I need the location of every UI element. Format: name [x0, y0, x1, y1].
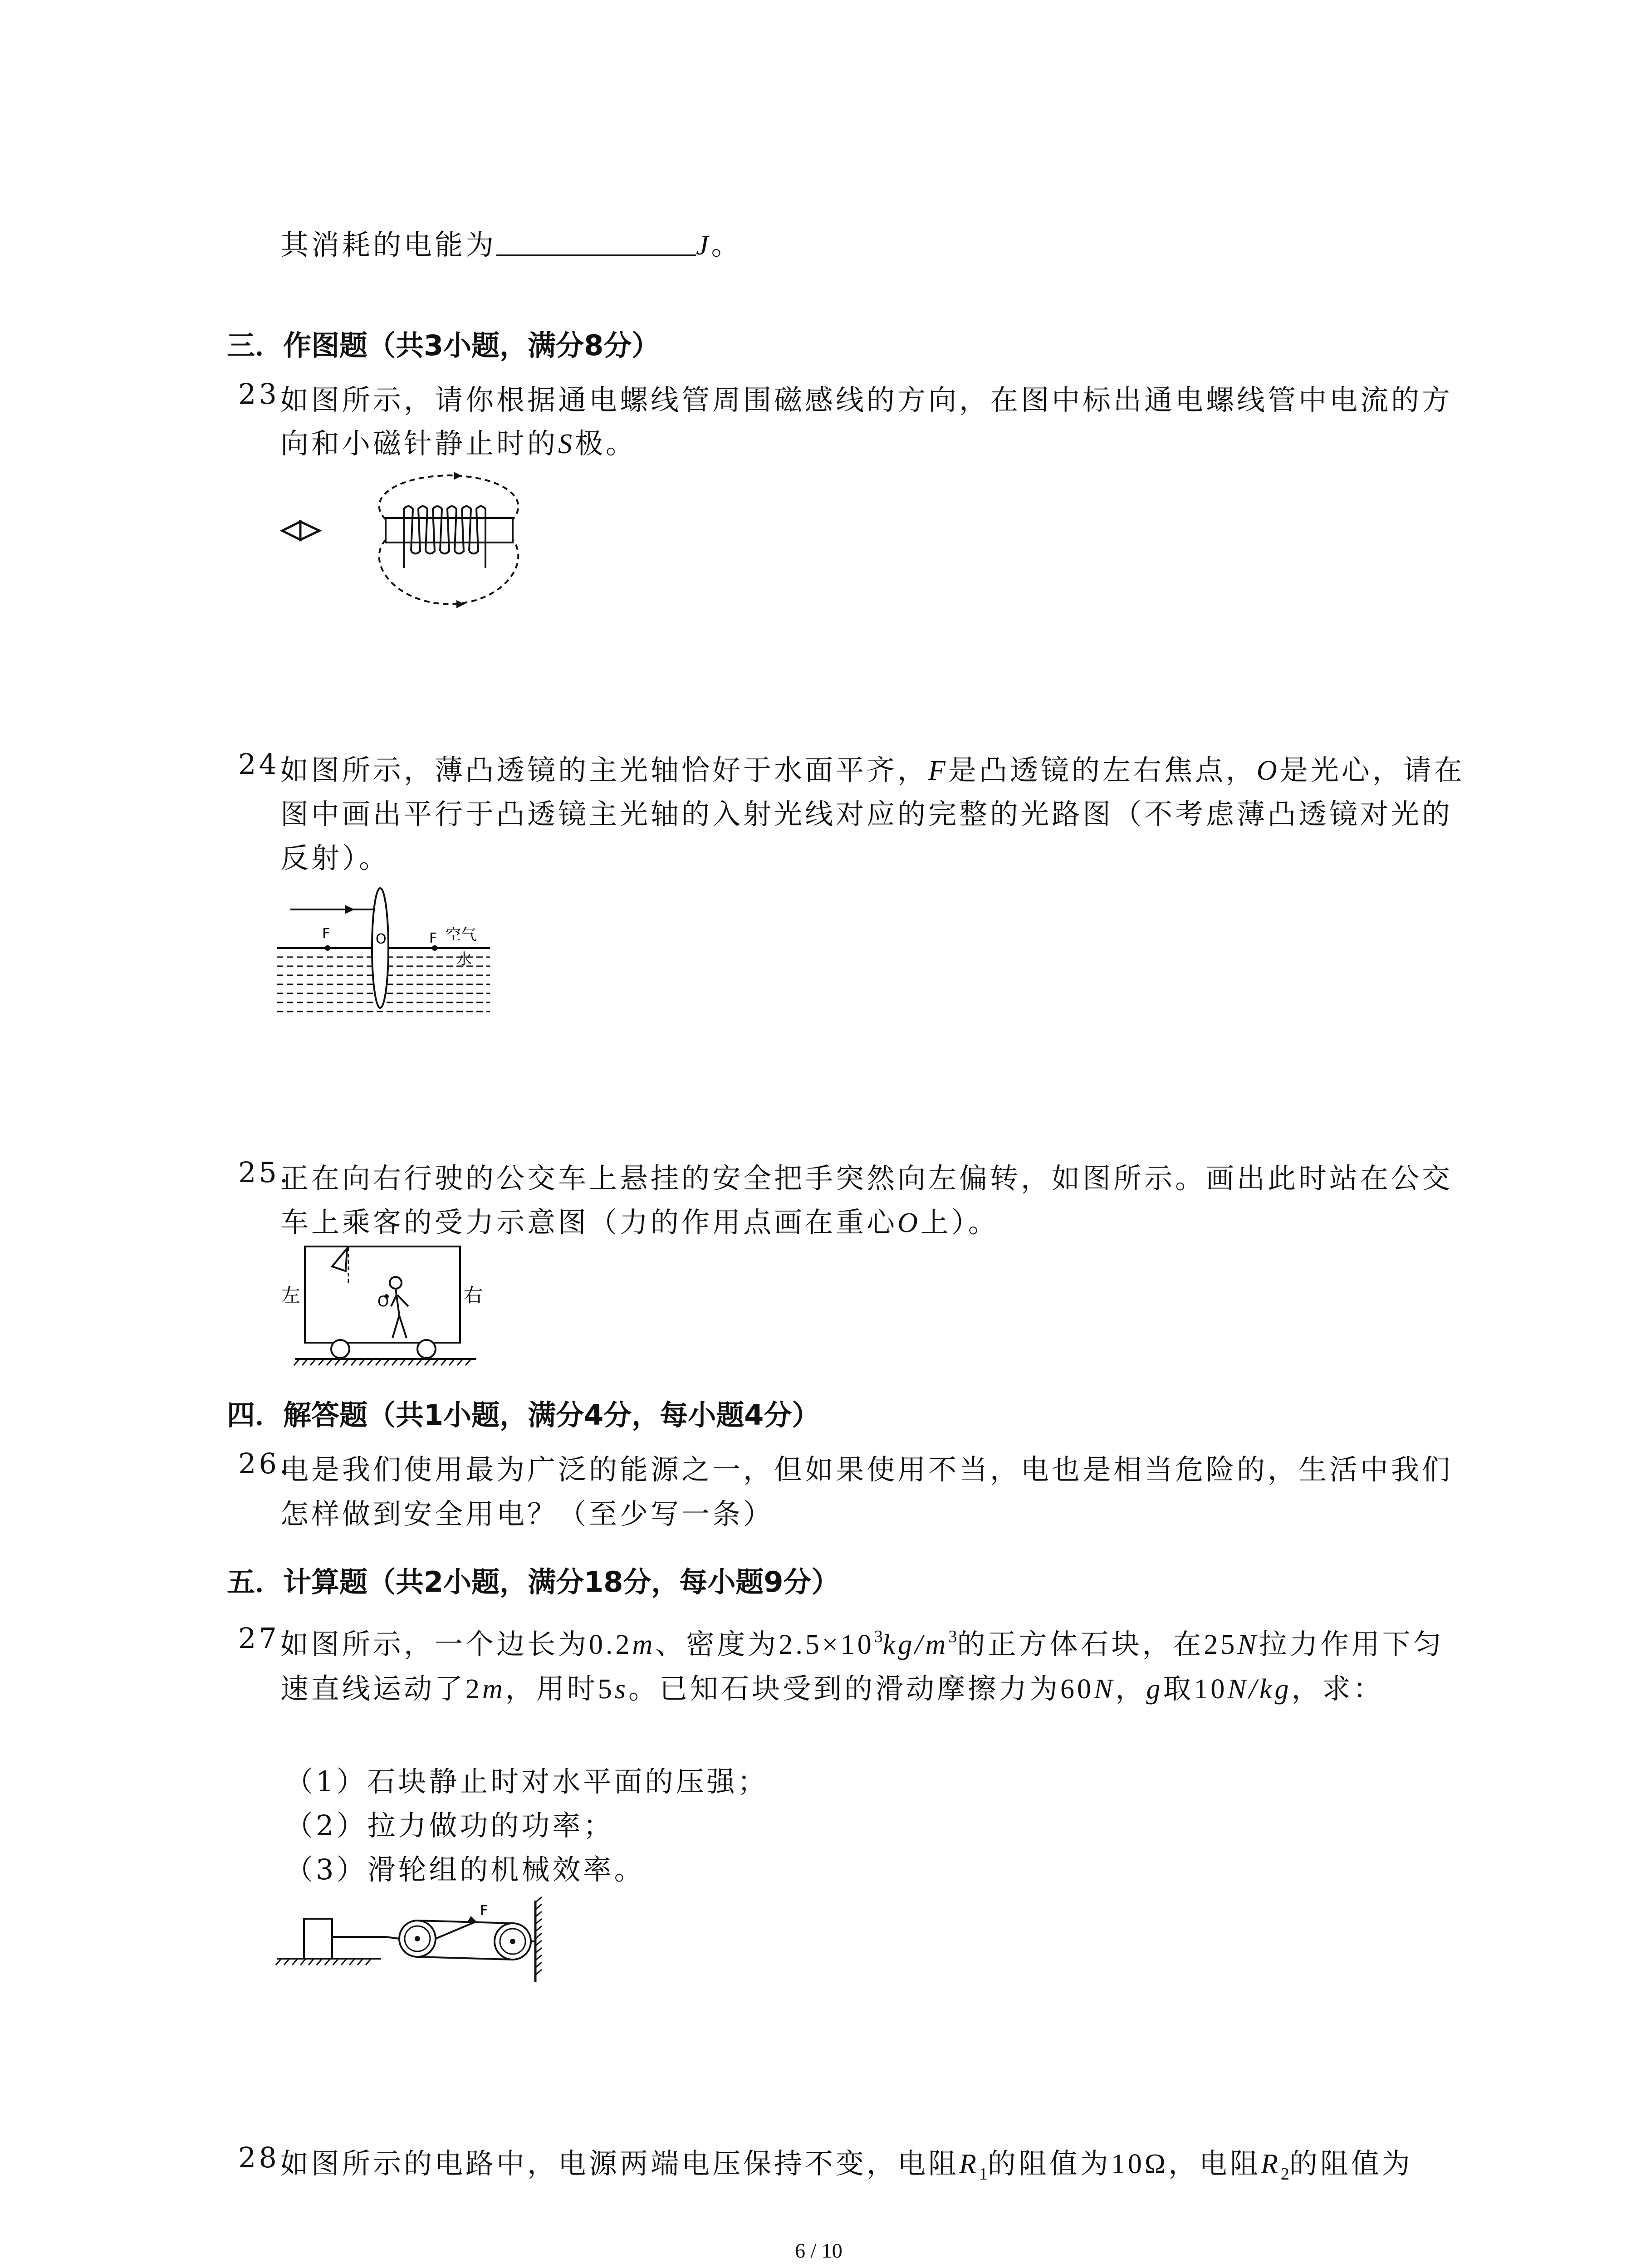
compass-needle-icon — [282, 522, 319, 540]
q27-sub3: （3）滑轮组的机械效率。 — [285, 1853, 645, 1886]
q24-var-f: F — [928, 755, 948, 786]
section5-heading: 五．计算题（共2小题，满分18分，每小题9分） — [227, 1565, 840, 1598]
q24-l1c: 是光心，请在 — [1279, 753, 1465, 787]
floor-hatch — [276, 1959, 371, 1965]
arrow-bottom-icon — [456, 600, 465, 608]
solenoid-figure — [272, 467, 563, 649]
q24-line1 — [280, 748, 1465, 788]
wheel-right — [417, 1340, 436, 1358]
q25-number: 25. — [238, 1156, 291, 1189]
q27-l2a: 速直线运动了 — [280, 1672, 466, 1705]
wheel-left — [331, 1340, 349, 1358]
q25-line2 — [280, 1200, 999, 1240]
q27-l1c: 的正方体石块，在 — [957, 1628, 1204, 1661]
section3-heading: 三．作图题（共3小题，满分8分） — [227, 329, 660, 362]
q27-fric-unit: N — [1093, 1674, 1116, 1705]
q22-end: 。 — [711, 228, 742, 261]
label-water: 水 — [456, 950, 472, 968]
q22-unit: J — [696, 230, 711, 261]
q27-line2 — [280, 1666, 1384, 1706]
focus-point-left — [325, 945, 330, 951]
page-number: 6 / 10 — [795, 2239, 843, 2262]
q27-line1 — [280, 1622, 1444, 1662]
q27-l2b: ，用时 — [505, 1672, 598, 1705]
q24-l1b: 是凸透镜的左右焦点， — [948, 753, 1257, 787]
q26-line1: 电是我们使用最为广泛的能源之一，但如果使用不当，电也是相当危险的，生活中我们 — [280, 1453, 1453, 1486]
stone-block — [304, 1919, 332, 1959]
q25-l2-prefix: 车上乘客的受力示意图（力的作用点画在重心 — [280, 1206, 898, 1239]
label-o: O — [376, 931, 387, 947]
label-o: O — [377, 1293, 389, 1310]
q24-number: 24. — [238, 748, 291, 781]
q28-r2: R — [1261, 2149, 1281, 2180]
label-f-right: F — [429, 930, 437, 946]
q27-time: 5 — [598, 1674, 615, 1705]
q27-rho-unit: kg/m — [882, 1629, 949, 1660]
ray-arrow-icon — [345, 905, 355, 914]
label-right: 右 — [464, 1284, 483, 1306]
q25-var-o: O — [897, 1207, 921, 1238]
q28-a: 如图所示的电路中，电源两端电压保持不变，电阻 — [280, 2147, 960, 2180]
q27-g: g — [1146, 1674, 1163, 1705]
q27-l1a: 如图所示，一个边长为 — [280, 1628, 589, 1661]
label-f: F — [480, 1903, 488, 1919]
q27-fric: 60 — [1060, 1674, 1094, 1705]
q27-gval: 10 — [1194, 1674, 1228, 1705]
q28-r2-sub: 2 — [1280, 2165, 1289, 2184]
bus-figure — [277, 1243, 513, 1370]
q27-force-unit: N — [1237, 1629, 1259, 1660]
q28-b: 的阻值为 — [987, 2147, 1111, 2180]
ground-hatch — [294, 1359, 471, 1365]
q27-l1d: 拉力作用下匀 — [1259, 1628, 1444, 1661]
passenger-icon — [390, 1277, 408, 1338]
q22-prefix: 其消耗的电能为 — [280, 228, 497, 261]
q28-line1 — [280, 2141, 1413, 2184]
q28-r1-val: 10Ω — [1111, 2149, 1168, 2180]
q27-sub2: （2）拉力做功的功率； — [285, 1809, 614, 1842]
solenoid-coil — [404, 506, 485, 568]
q23-line2-suffix: 极。 — [575, 427, 637, 460]
q24-line2: 图中画出平行于凸透镜主光轴的入射光线对应的完整的光路图（不考虑薄凸透镜对光的 — [280, 797, 1453, 831]
q24-line3: 反射）。 — [280, 841, 390, 875]
field-line-top — [379, 475, 519, 519]
q25-line1: 正在向右行驶的公交车上悬挂的安全把手突然向左偏转，如图所示。画出此时站在公交 — [280, 1162, 1453, 1195]
q27-rho: 2.5×10 — [779, 1629, 874, 1660]
q27-l2e: 取 — [1163, 1672, 1194, 1705]
q27-l2d: ， — [1115, 1672, 1146, 1705]
q24-var-o: O — [1256, 755, 1280, 786]
q27-l2f: ，求： — [1291, 1672, 1384, 1705]
lens-figure — [277, 889, 504, 1025]
label-f-left: F — [322, 926, 330, 942]
q27-l2c: 。已知石块受到的滑动摩擦力为 — [628, 1672, 1060, 1705]
q23-line2-prefix: 向和小磁针静止时的 — [280, 427, 558, 460]
q23-var-s: S — [558, 429, 575, 459]
q22-tail — [280, 222, 742, 263]
q27-time-unit: s — [614, 1674, 628, 1705]
handle-icon — [332, 1248, 347, 1271]
q27-side-unit: m — [632, 1629, 656, 1660]
answer-blank[interactable] — [496, 228, 696, 256]
q28-d: 的阻值为 — [1289, 2147, 1413, 2180]
q27-l1b: 、密度为 — [655, 1628, 779, 1661]
pulley-figure — [277, 1892, 549, 1982]
q28-r1-sub: 1 — [979, 2165, 988, 2184]
label-left: 左 — [281, 1284, 301, 1306]
q27-rho-exp: 3 — [874, 1627, 883, 1646]
q28-number: 28. — [238, 2141, 291, 2174]
q23-line2 — [280, 421, 637, 461]
q25-l2-suffix: 上）。 — [920, 1206, 999, 1239]
section4-heading: 四．解答题（共1小题，满分4分，每小题4分） — [227, 1398, 820, 1432]
q27-force: 25 — [1204, 1629, 1238, 1660]
arrow-top-icon — [454, 472, 462, 480]
q27-number: 27. — [238, 1622, 291, 1655]
pull-rope — [436, 1921, 476, 1939]
q27-dist: 2 — [465, 1674, 483, 1705]
q26-line2: 怎样做到安全用电？（至少写一条） — [280, 1497, 774, 1530]
q23-number: 23. — [238, 377, 291, 411]
q27-rho-unit-exp: 3 — [948, 1627, 957, 1646]
q28-r1: R — [959, 2149, 979, 2180]
q27-sub1: （1）石块静止时对水平面的压强； — [285, 1765, 769, 1798]
q24-l1a: 如图所示，薄凸透镜的主光轴恰好于水面平齐， — [280, 753, 929, 787]
q23-line1: 如图所示，请你根据通电螺线管周围磁感线的方向，在图中标出通电螺线管中电流的方 — [280, 383, 1453, 416]
q26-number: 26. — [238, 1447, 291, 1480]
q28-c: ，电阻 — [1168, 2147, 1261, 2180]
q27-dist-unit: m — [482, 1674, 505, 1705]
label-air: 空气 — [446, 926, 476, 944]
q27-gunit: N/kg — [1227, 1674, 1292, 1705]
convex-lens — [372, 888, 388, 1008]
q27-side: 0.2 — [589, 1629, 632, 1660]
